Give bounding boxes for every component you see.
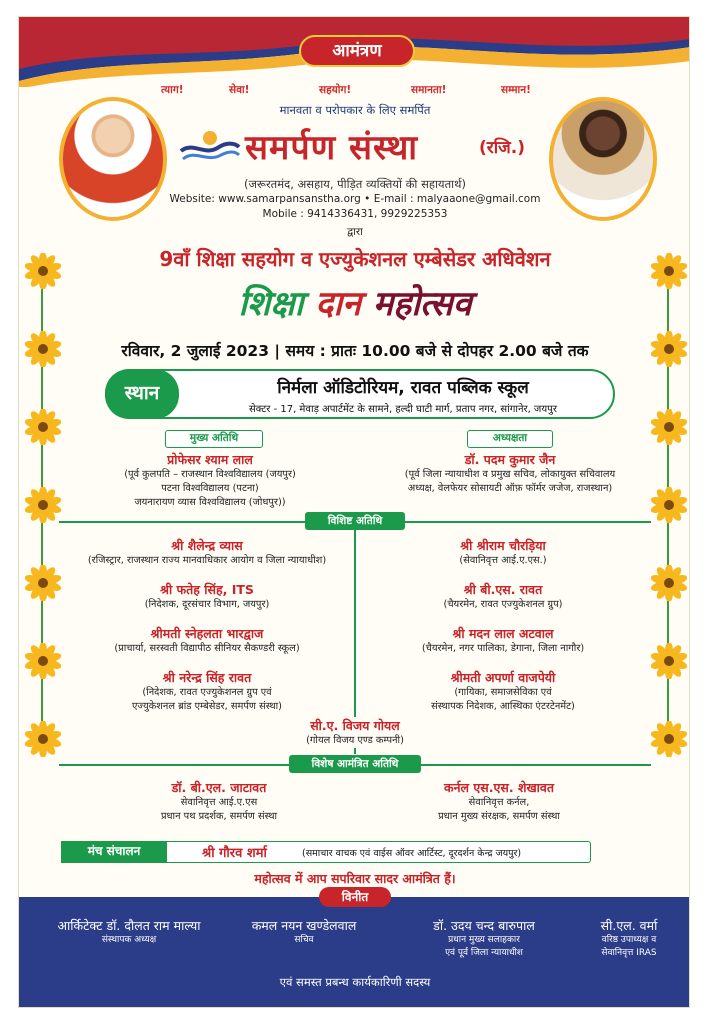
special-guest (361, 537, 645, 568)
guest-name: श्री शैलेन्द्र व्यास (171, 538, 243, 553)
flower-icon (651, 331, 687, 367)
footer-person-name: कमल नयन खण्डेलवाल (251, 918, 357, 933)
tagline: मानवता व परोपकार के लिए समर्पित (279, 103, 431, 117)
chief-guest-desc: पटना विश्वविद्यालय (पटना) (161, 483, 259, 494)
president-label: अध्यक्षता (467, 430, 553, 448)
guest-desc: (निदेशक, दूरसंचार विभाग, जयपुर) (144, 599, 270, 610)
guest-desc: (गोयल विजय एण्ड कम्पनी) (306, 735, 404, 746)
special-guests-label: विशिष्ट अतिथि (305, 512, 405, 530)
invitation-card (18, 16, 690, 1008)
president-name: डॉ. पदम कुमार जैन (464, 452, 556, 467)
guest-name: सी.ए. विजय गोयल (310, 718, 400, 733)
anchor-label: मंच संचालन (61, 841, 167, 863)
festival-word-3: महोत्सव (372, 284, 472, 324)
org-registered: (रजि.) (479, 138, 525, 158)
venue-name: निर्मला ऑडिटोरियम, रावत पब्लिक स्कूल (277, 378, 529, 398)
special-guest (65, 669, 349, 714)
flower-icon (651, 253, 687, 289)
footer-person-role: एवं पूर्व जिला न्यायाधीश (445, 948, 523, 958)
footer-person-name: डॉ. उदय चन्द बारुपाल (433, 918, 535, 933)
invited-guest (99, 779, 339, 824)
chief-guest-desc: (पूर्व कुलपति – राजस्थान विश्वविद्यालय (जयपुर) (124, 469, 296, 480)
anchor-name: श्री गौरव शर्मा (202, 846, 267, 861)
venue-address: सेक्टर - 17, मेवाड़ अपार्टमेंट के सामने, हल्दी घाटी मार्ग, प्रताप नगर, सांगानेर, जयपुर (249, 404, 557, 415)
guest-name: श्री नरेन्द्र सिंह रावत (162, 670, 252, 685)
flower-icon (651, 643, 687, 679)
president (359, 451, 661, 496)
guest-name: श्री फतेह सिंह, ITS (160, 582, 254, 597)
org-logo-icon (179, 129, 241, 165)
footer-person (579, 917, 679, 960)
flower-icon (25, 643, 61, 679)
special-guest (361, 581, 645, 612)
flower-icon (651, 721, 687, 757)
invitation-badge: आमंत्रण (299, 35, 415, 67)
guest-desc: (चैयरमेन, नगर पालिका, डेगाना, जिला नागौर) (421, 643, 585, 654)
guest-desc: प्रधान मुख्य संरक्षक, समर्पण संस्था (438, 811, 560, 822)
special-guest (65, 625, 349, 656)
footer-label: विनीत (319, 887, 391, 907)
guest-desc: प्रधान पथ प्रदर्शक, समर्पण संस्था (160, 811, 278, 822)
special-guest-center (255, 717, 455, 748)
guest-desc: संस्थापक निदेशक, आस्थिका एंटरटेनमेंट) (431, 701, 575, 712)
chief-guest-label: मुख्य अतिथि (165, 430, 263, 448)
flower-icon (25, 409, 61, 445)
flower-icon (651, 409, 687, 445)
special-guest (65, 581, 349, 612)
contact-web-email: Website: www.samarpansanstha.org • E-mail : malyaaone@gmail.com (169, 193, 541, 205)
guest-desc: (चैयरमेन, रावत एज्युकेशनल ग्रुप) (443, 599, 563, 610)
flower-icon (25, 721, 61, 757)
flower-icon (651, 565, 687, 601)
flower-icon (25, 253, 61, 289)
anchor-box (61, 841, 591, 863)
flower-icon (25, 487, 61, 523)
org-name: समर्पण संस्था (245, 128, 419, 168)
footer-person-role: प्रधान मुख्य सलाहकार (448, 935, 520, 945)
footer (19, 890, 690, 1008)
footer-person-role: सचिव (294, 935, 314, 945)
guest-desc: एज्युकेशनल ब्रांड एम्बेसेडर, समर्पण संस्था) (132, 701, 282, 712)
flower-icon (651, 487, 687, 523)
venue-label: स्थान (105, 369, 179, 419)
event-title: 9वाँ शिक्षा सहयोग व एज्युकेशनल एम्बेसेडर अधिवेशन (159, 247, 551, 271)
footer-person-name: सी.एल. वर्मा (600, 918, 658, 933)
guest-desc: (निदेशक, रावत एज्युकेशनल ग्रुप एवं (142, 687, 272, 698)
chief-guest-desc: जयनारायण व्यास विश्वविद्यालय (जोधपुर)) (134, 497, 286, 508)
footer-person-name: आर्किटेक्ट डॉ. दौलत राम माल्या (57, 918, 201, 933)
invited-guests-label: विशेष आमंत्रित अतिथि (289, 755, 421, 773)
guest-desc: (प्राचार्या, सरस्वती विद्यापीठ सीनियर सैकण्डरी स्कूल) (114, 643, 300, 654)
guest-desc: (गायिका, समाजसेविका एवं (454, 687, 552, 698)
special-guest (361, 669, 645, 714)
chief-guest (65, 451, 355, 510)
footer-person-role: सेवानिवृत्त IRAS (601, 948, 657, 958)
value-item: सम्मान! (501, 84, 531, 96)
invited-guest (379, 779, 619, 824)
value-item: त्याग! (161, 84, 184, 96)
by-label: द्वारा (347, 226, 363, 238)
footer-person-role: वरिष्ठ उपाध्यक्ष व (601, 935, 657, 945)
president-desc: अध्यक्ष, वेलफेयर सोसायटी ऑफ़ फॉर्मर जजेज, राजस्थान) (407, 483, 613, 494)
anchor-desc: (समाचार वाचक एवं वाईस ऑवर आर्टिस्ट, दूरदर्शन केन्द्र जयपुर) (302, 848, 522, 859)
value-item: सहयोग! (319, 84, 352, 96)
special-guest (361, 625, 645, 656)
president-desc: (पूर्व जिला न्यायाधीश व प्रमुख सचिव, लोकायुक्त सचिवालय (404, 469, 616, 480)
event-datetime: रविवार, 2 जुलाई 2023 | समय : प्रातः 10.00 बजे से दोपहर 2.00 बजे तक (121, 342, 589, 360)
guest-desc: (सेवानिवृत्त आई.ए.एस.) (459, 555, 547, 566)
value-item: समानता! (411, 84, 447, 96)
festival-word-2: दान (315, 284, 362, 324)
chief-guest-name: प्रोफेसर श्याम लाल (167, 452, 253, 467)
org-header (179, 121, 539, 173)
contact-mobile: Mobile : 9414336431, 9929225353 (262, 208, 448, 220)
flower-icon (25, 565, 61, 601)
guest-name: श्री बी.एस. रावत (463, 582, 543, 597)
guest-desc: सेवानिवृत्त आई.ए.एस (180, 797, 258, 808)
footer-person (399, 917, 569, 960)
festival-title (19, 279, 690, 325)
special-guest (65, 537, 349, 568)
footer-person (39, 917, 219, 947)
invitation-line: महोत्सव में आप सपरिवार सादर आमंत्रित हैं। (254, 871, 456, 886)
footer-person (229, 917, 379, 947)
festival-word-1: शिक्षा (238, 284, 304, 324)
guest-name: श्रीमती अपर्णा वाजपेयी (450, 670, 556, 685)
guest-name: श्रीमती स्नेहलता भारद्वाज (150, 626, 264, 641)
value-item: सेवा! (229, 84, 250, 96)
guest-desc: (रजिस्ट्रार, राजस्थान राज्य मानवाधिकार आयोग व जिला न्यायाधीश) (87, 555, 327, 566)
footer-bottom-line: एवं समस्त प्रबन्ध कार्यकारिणी सदस्य (279, 975, 431, 989)
org-subtitle: (जरूरतमंद, असहाय, पीड़ित व्यक्तियों की सहायतार्थ) (244, 177, 466, 191)
footer-person-role: संस्थापक अध्यक्ष (101, 935, 157, 945)
guest-desc: सेवानिवृत्त कर्नल, (468, 797, 530, 808)
flower-icon (25, 331, 61, 367)
guest-name: श्री श्रीराम चौरड़िया (460, 538, 546, 553)
guest-name: कर्नल एस.एस. शेखावत (444, 780, 554, 795)
guest-name: डॉ. बी.एल. जाटावत (171, 780, 267, 795)
guest-name: श्री मदन लाल अटवाल (452, 626, 554, 641)
venue-box (105, 369, 615, 419)
